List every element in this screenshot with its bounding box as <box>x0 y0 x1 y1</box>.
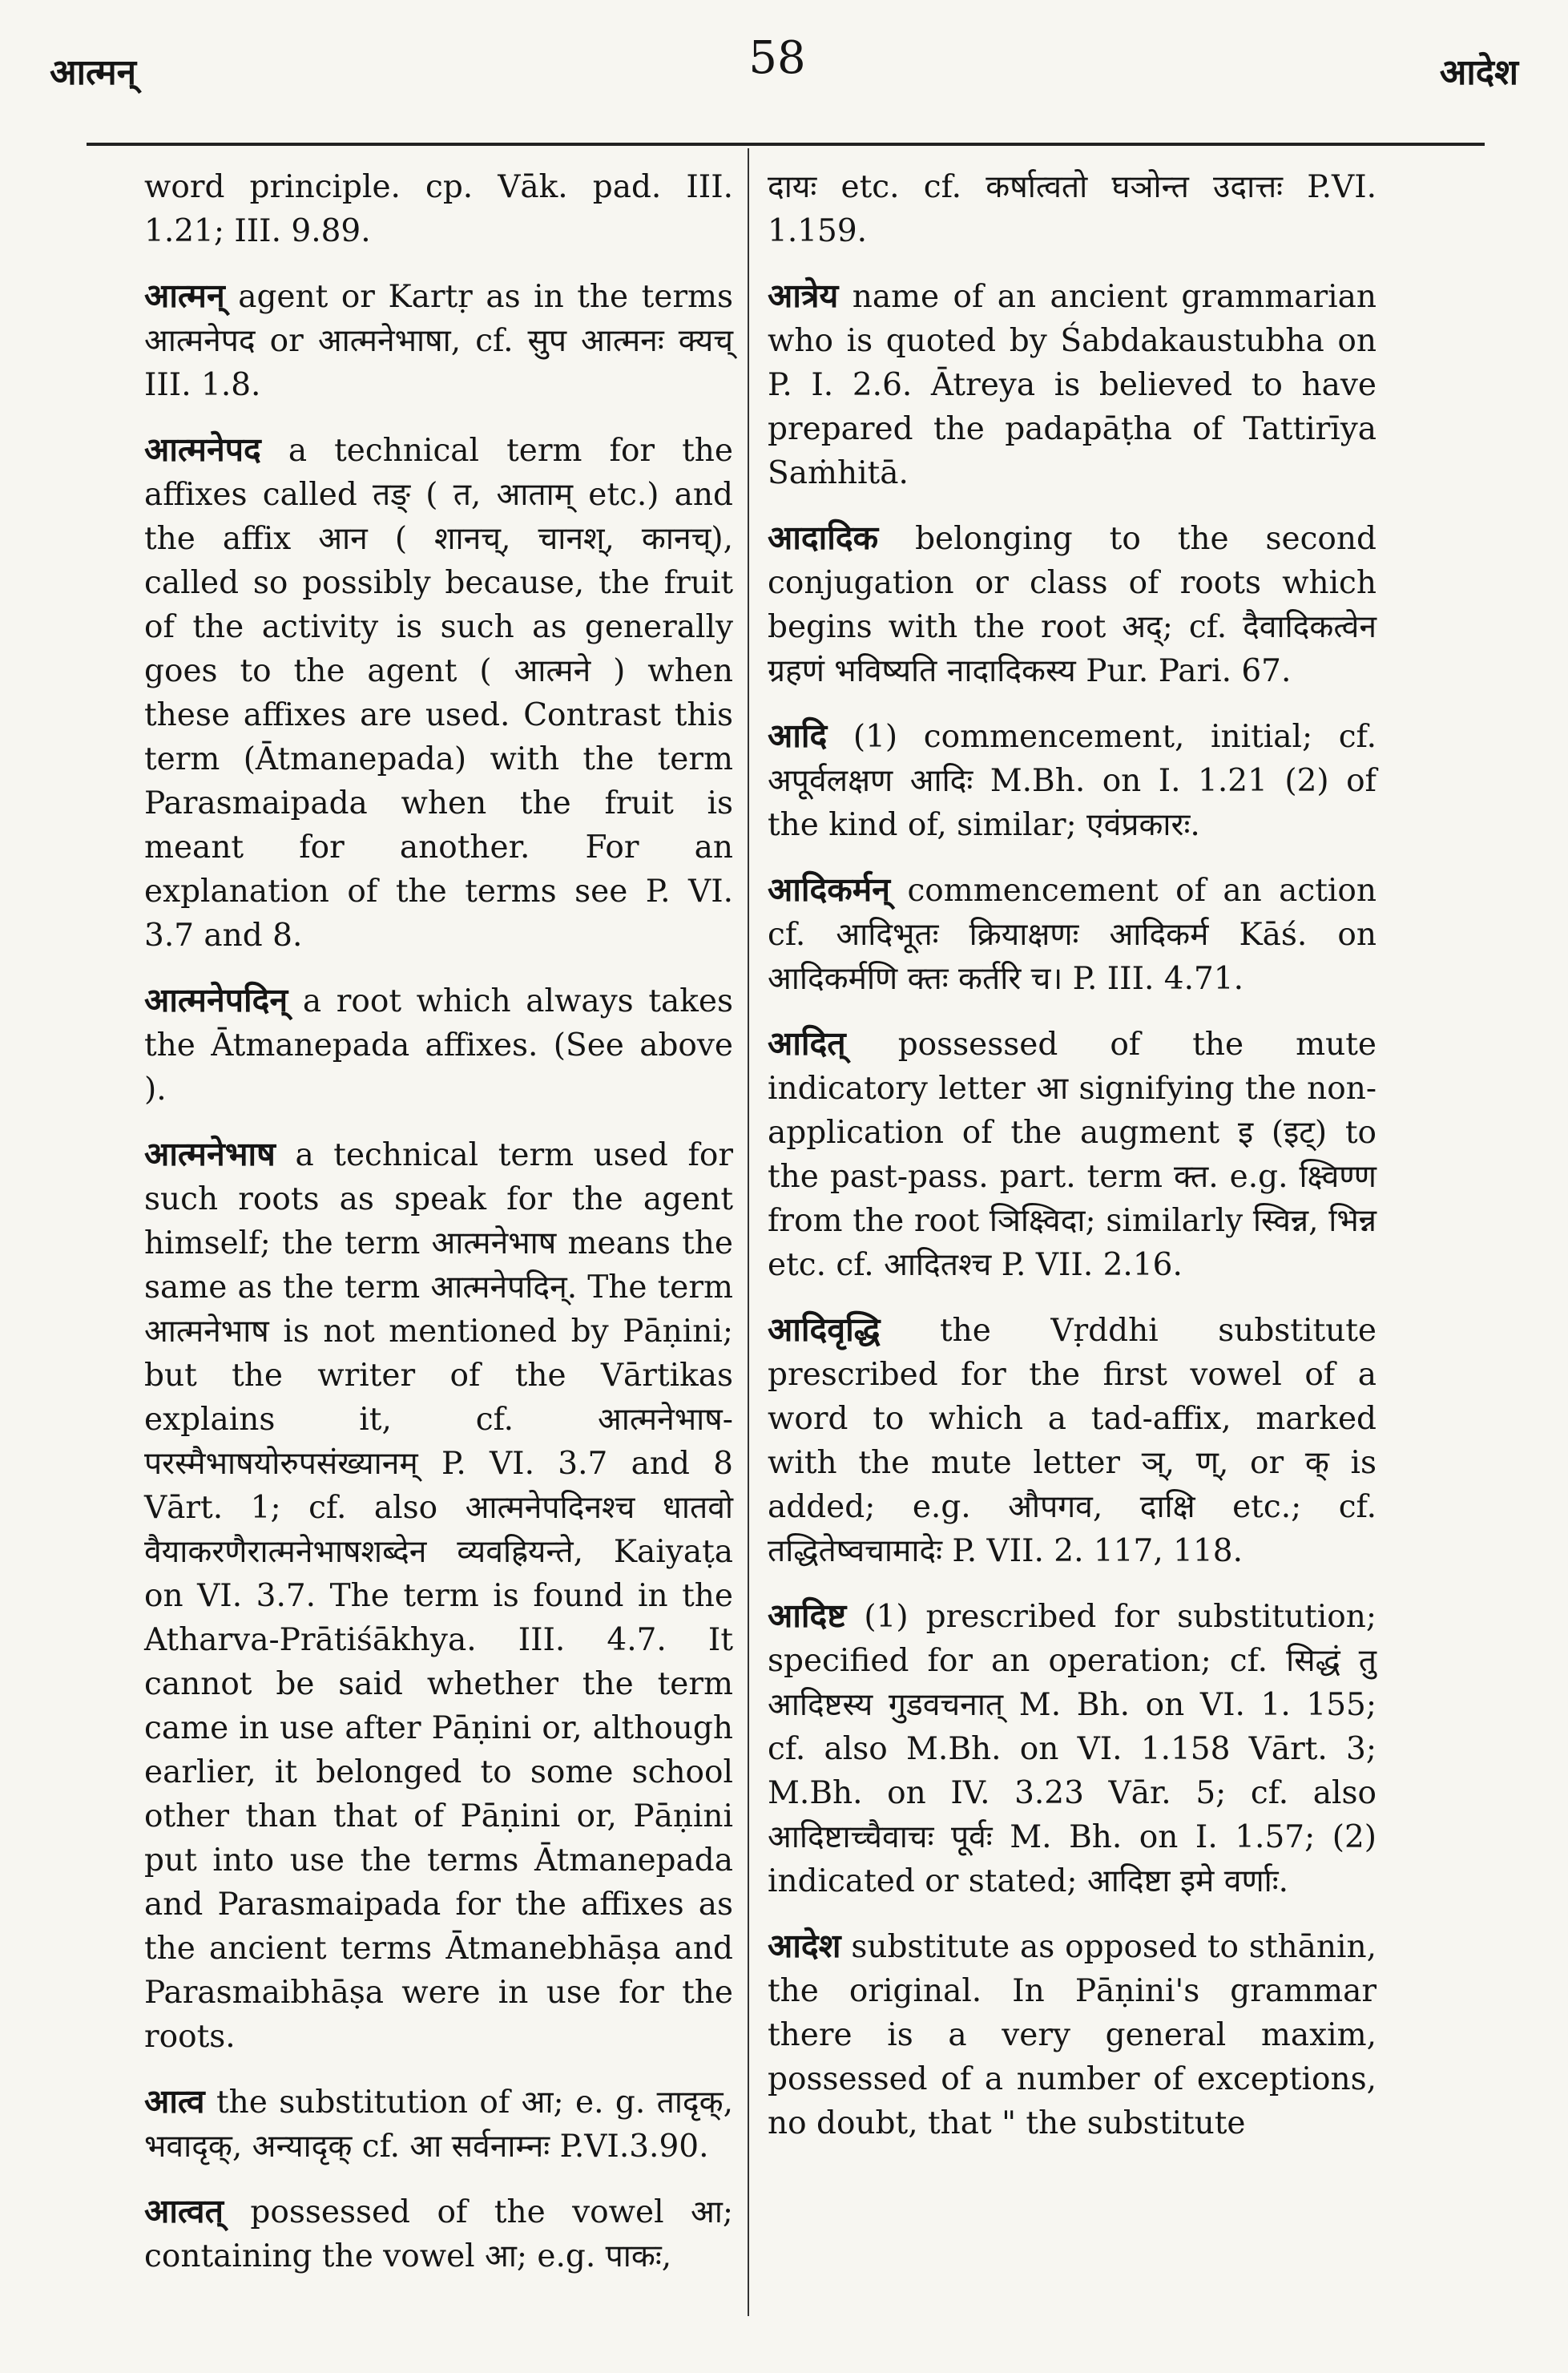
entry-definition: (1) prescribed for substitution; specified for an operation; cf. सिद्धं तु आदिष्टस्य गुडवचनात् M. Bh. on VI. 1. 155; cf. also M.Bh. on VI. 1.158 Vārt. 3; M.Bh. on IV. 3.23 Vār. 5; cf. also आदिष्टाच्चैवाचः पूर्वः M. Bh. on I. 1.57; (2) indicated or stated; आदिष्टा इमे वर्णाः. <box>768 1599 1377 1899</box>
dictionary-entry <box>144 274 733 407</box>
entry-headword: आत्रेय <box>768 276 839 315</box>
entry-headword: आदादिक <box>768 519 879 557</box>
entry-definition: name of an ancient grammarian who is quoted by Śabdakaustubha on P. I. 2.6. Ātreya is believed to have prepared the padapāṭha of Tattirīya Saṁhitā. <box>768 279 1377 491</box>
header-right-word: आदेश <box>1439 52 1518 93</box>
dictionary-entry <box>768 1924 1377 2145</box>
entry-headword: आदिष्ट <box>768 1596 847 1635</box>
entry-definition: दायः etc. cf. कर्षात्वतो घञोन्त उदात्तः P.VI. 1.159. <box>768 169 1377 249</box>
dictionary-entry <box>768 516 1377 693</box>
dictionary-entry <box>144 2080 733 2169</box>
dictionary-entry <box>144 979 733 1112</box>
dictionary-entry <box>768 1594 1377 1903</box>
entry-headword: आत्मनेभाष <box>144 1135 276 1173</box>
header-left-word: आत्मन् <box>50 52 137 93</box>
entry-headword: आदिवृद्धि <box>768 1310 881 1349</box>
dictionary-entry <box>768 714 1377 847</box>
column-divider <box>748 148 749 2316</box>
entry-definition: belonging to the second conjugation or class of roots which begins with the root अद्; cf. दैवादिकत्वेन ग्रहणं भविष्यति नादादिकस्य Pur. Pari. 67. <box>768 521 1377 689</box>
entry-headword: आत्व <box>144 2082 205 2121</box>
dictionary-entry <box>144 1132 733 2059</box>
dictionary-entry <box>144 2189 733 2278</box>
dictionary-entry <box>768 1022 1377 1287</box>
entry-headword: आत्मनेपद <box>144 430 261 469</box>
dictionary-entry <box>768 868 1377 1001</box>
dictionary-entry <box>144 428 733 958</box>
entry-headword: आत्मन् <box>144 276 225 315</box>
entry-definition: a technical term used for such roots as speak for the agent himself; the term आत्मनेभाष means the same as the term आत्मनेपदिन्. The term आत्मनेभाष is not mentioned by Pāṇini; but the writer of the Vārtikas explains it, cf. आत्मनेभाष-परस्मैभाषयोरुपसंख्यानम् P. VI. 3.7 and 8 Vārt. 1; cf. also आत्मनेपदिनश्च धातवो वैयाकरणैरात्मनेभाषशब्देन व्यवह्रियन्ते, Kaiyaṭa on VI. 3.7. The term is found in the Atharva-Prātiśākhya. III. 4.7. It cannot be said whether the term came in use after Pāṇini or, although earlier, it belonged to some school other than that of Pāṇini or, Pāṇini put into use the terms Ātmanepada and Parasmaipada for the affixes as the ancient terms Ātmanebhāṣa and Parasmaibhāṣa were in use for the roots. <box>144 1137 733 2055</box>
dictionary-entry <box>144 164 733 253</box>
entry-definition: possessed of the vowel आ; containing the vowel आ; e.g. पाकः, <box>144 2194 733 2274</box>
entry-headword: आदित् <box>768 1024 846 1063</box>
dictionary-entry <box>768 274 1377 495</box>
page-header <box>0 0 1568 144</box>
right-column <box>768 164 1377 2166</box>
entry-definition: substitute as opposed to sthānin, the original. In Pāṇini's grammar there is a very general maxim, possessed of a number of exceptions, no doubt, that " the substitute <box>768 1929 1377 2141</box>
entry-headword: आदि <box>768 716 828 755</box>
entry-definition: word principle. cp. Vāk. pad. III. 1.21; III. 9.89. <box>144 169 733 249</box>
entry-definition: the substitution of आ; e. g. तादृक्, भवादृक्, अन्यादृक् cf. आ सर्वनाम्नः P.VI.3.90. <box>144 2084 733 2165</box>
entry-definition: the Vṛddhi substitute prescribed for the first vowel of a word to which a tad-affix, marked with the mute letter ञ्, ण्, or क् is added; e.g. औपगव, दाक्षि etc.; cf. तद्धितेष्वचामादेः P. VII. 2. 117, 118. <box>768 1313 1377 1569</box>
entry-headword: आत्वत् <box>144 2192 224 2230</box>
dictionary-entry <box>768 164 1377 253</box>
dictionary-entry <box>768 1308 1377 1573</box>
entry-definition: commencement of an action cf. आदिभूतः क्रियाक्षणः आदिकर्म Kāś. on आदिकर्मणि क्तः कर्तरि च। P. III. 4.71. <box>768 873 1377 997</box>
left-column <box>144 164 733 2299</box>
entry-headword: आत्मनेपदिन् <box>144 981 288 1019</box>
entry-definition: a technical term for the affixes called तङ् ( त, आताम् etc.) and the affix आन ( शानच्, चानश्, कानच्), called so possibly because, the fruit of the activity is such as generally goes to the agent ( आत्मने ) when these affixes are used. Contrast this term (Ātmanepada) with the term Parasmaipada when the fruit is meant for another. For an explanation of the terms see P. VI. 3.7 and 8. <box>144 433 733 954</box>
header-rule <box>87 143 1485 146</box>
entry-headword: आदिकर्मन् <box>768 870 891 909</box>
entry-definition: a root which always takes the Ātmanepada affixes. (See above ). <box>144 983 733 1108</box>
entry-headword: आदेश <box>768 1927 841 1965</box>
entry-definition: possessed of the mute indicatory letter आ signifying the non-application of the augment इ (इट्) to the past-pass. part. term क्त. e.g. क्ष्विण्ण from the root ञिक्ष्विदा; similarly स्विन्न, भिन्न etc. cf. आदितश्च P. VII. 2.16. <box>768 1027 1377 1283</box>
entry-definition: agent or Kartṛ as in the terms आत्मनेपद or आत्मनेभाषा, cf. सुप आत्मनः क्यच् III. 1.8. <box>144 279 733 403</box>
page-number: 58 <box>748 32 806 84</box>
entry-definition: (1) commencement, initial; cf. अपूर्वलक्षण आदिः M.Bh. on I. 1.21 (2) of the kind of, similar; एवंप्रकारः. <box>768 719 1377 843</box>
